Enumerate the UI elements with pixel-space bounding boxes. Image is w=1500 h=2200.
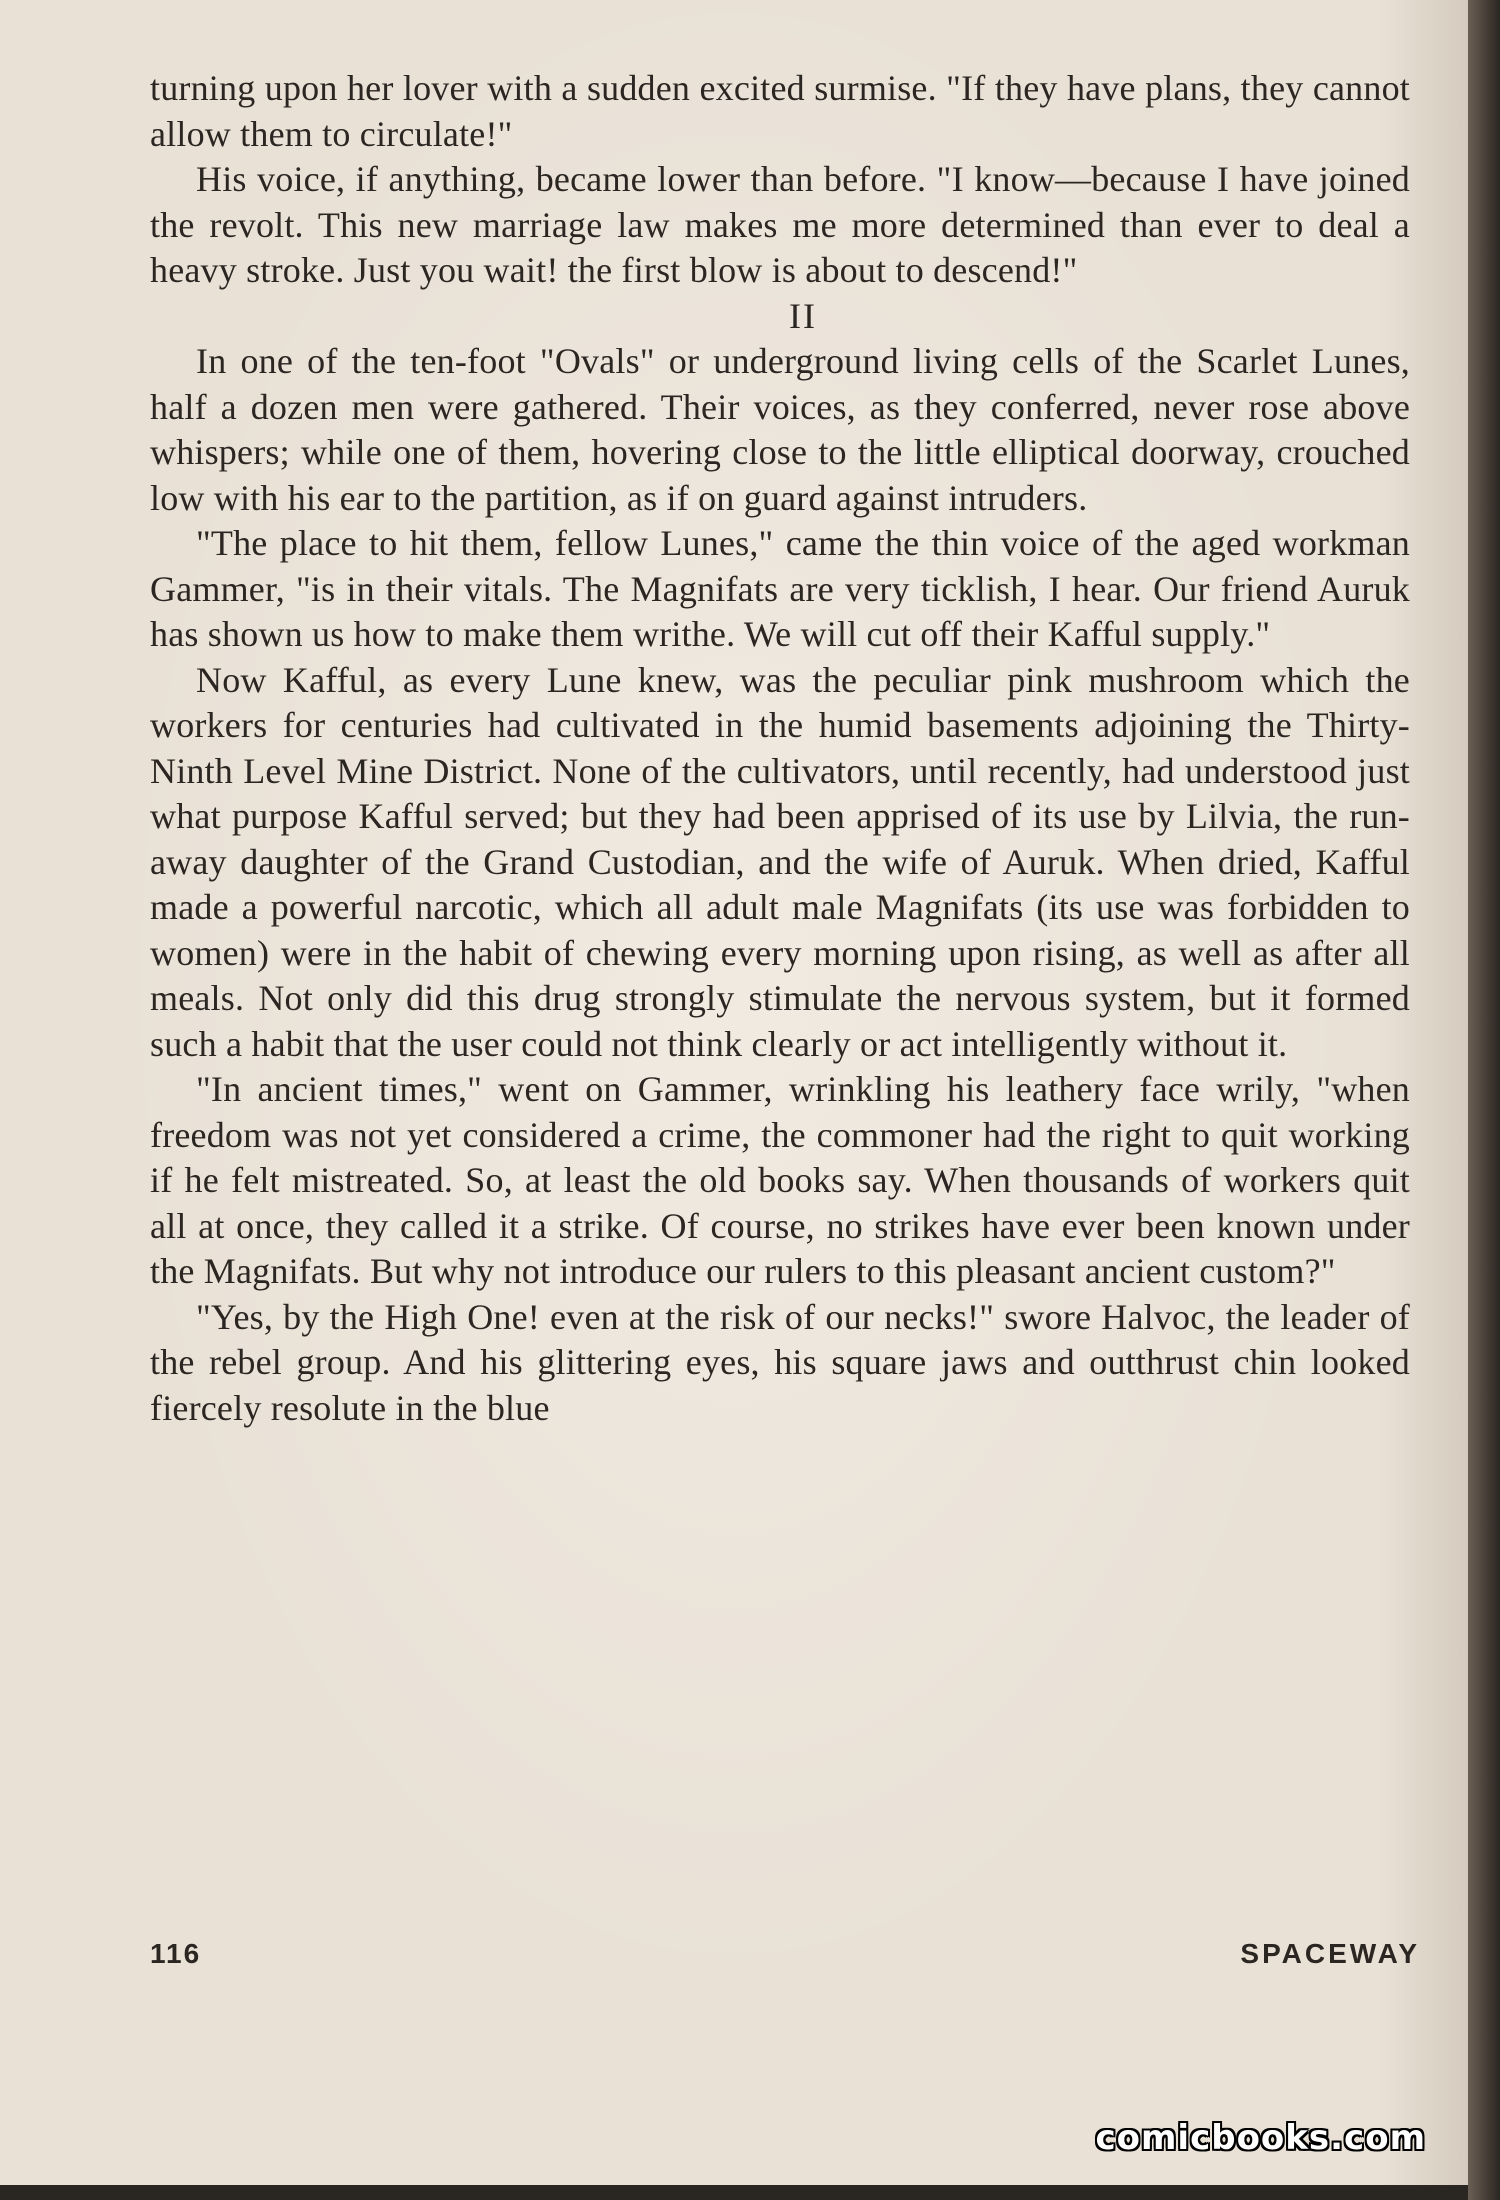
page-edge-shadow [1468,0,1500,2200]
paragraph: "In ancient times," went on Gammer, wrinkling his leathery face wrily, "when freedom was not yet considered a crime, the commoner had the right to quit working if he felt mistreated. So, at least the old books say. When thousands of workers quit all at once, they called it a strike. Of course, no strikes have ever been known under the Magnifats. But why not introduce our rulers to this pleasant ancient custom?" [150,1069,1410,1291]
paragraph-continued: turning upon her lover with a sudden excited surmise. "If they have plans, they cannot allow them to circulate!" [150,68,1410,154]
page-number: 116 [150,1938,202,1969]
running-title: SPACEWAY [1240,1938,1420,1969]
paragraph: Now Kafful, as every Lune knew, was the peculiar pink mushroom which the workers for centuries had cultivated in the humid basements adjoining the Thirty-Ninth Level Mine District. None of the cultivators, until recently, had understood just what purpose Kafful served; but they had been apprised of its use by Lilvia, the run-away daughter of the Grand Custodian, and the wife of Auruk. When dried, Kafful made a powerful narcotic, which all adult male Magnifats (its use was forbidden to women) were in the habit of chewing every morning upon rising, as well as after all meals. Not only did this drug strongly stimulate the nervous system, but it formed such a habit that the user could not think clearly or act intelligently without it. [150,659,1410,1064]
body-text [150,66,1410,1431]
paragraph: "The place to hit them, fellow Lunes," came the thin voice of the aged workman Gammer, "is in their vitals. The Magnifats are very ticklish, I hear. Our friend Auruk has shown us how to make them writhe. We will cut off their Kafful supply." [150,523,1410,654]
paragraph: "Yes, by the High One! even at the risk of our necks!" swore Halvoc, the leader of the rebel group. And his glittering eyes, his square jaws and outthrust chin looked fiercely resolute in the blue [150,1296,1410,1428]
page-footer [150,1938,1420,1978]
section-heading: II [789,295,817,336]
paragraph: His voice, if anything, became lower than before. "I know—because I have joined the revolt. This new marriage law makes me more determined than ever to deal a heavy stroke. Just you wait! the first blow is about to descend!" [150,159,1410,290]
paragraph: In one of the ten-foot "Ovals" or underground living cells of the Scarlet Lunes, half a dozen men were gathered. Their voices, as they conferred, never rose above whispers; while one of them, hovering close to the little elliptical doorway, crouched low with his ear to the partition, as if on guard against intruders. [150,341,1410,518]
watermark: comicbooks.com [1095,2118,1426,2158]
